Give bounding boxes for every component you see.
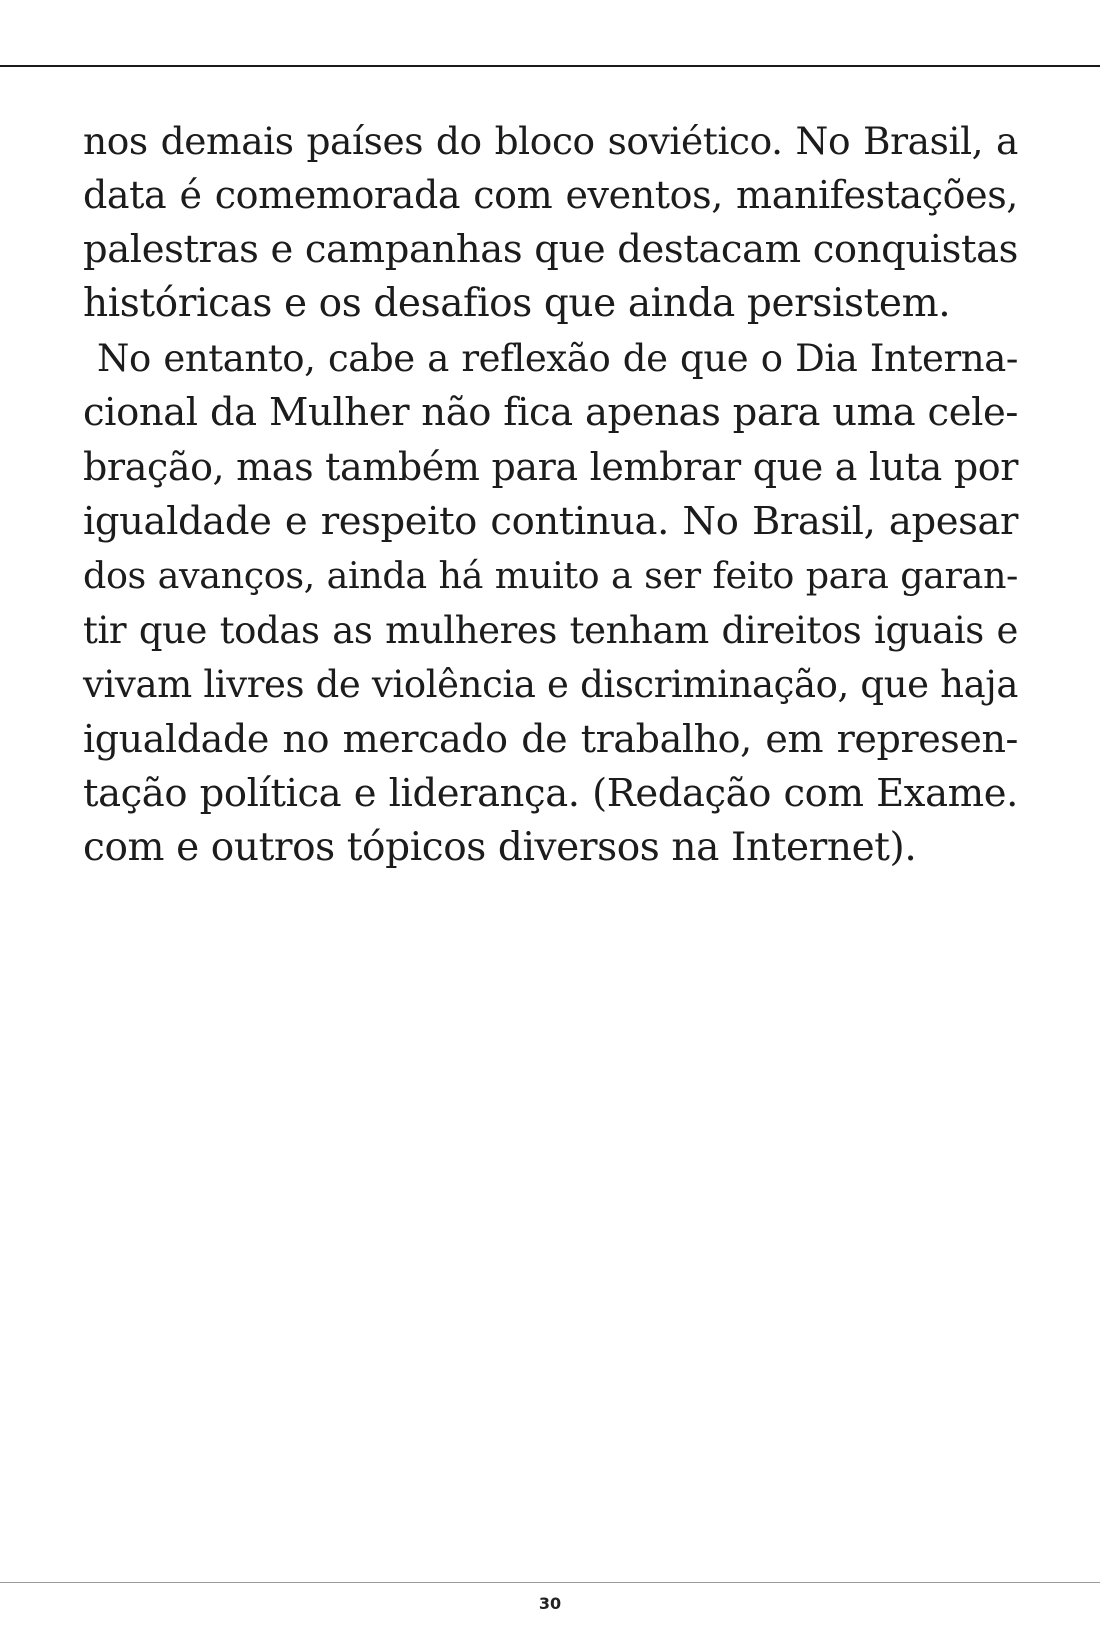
- paragraph-1: [83, 114, 1018, 332]
- paragraph-2: [83, 332, 1018, 876]
- text-line: históricas e os desafios que ainda persistem.: [83, 281, 951, 327]
- footer-rule: [0, 1582, 1100, 1583]
- text-line: com e outros tópicos diversos na Internet).: [83, 825, 917, 871]
- text-line: igualdade no mercado de trabalho, em represen-: [83, 717, 1018, 762]
- text-line: bração, mas também para lembrar que a luta por: [83, 445, 1018, 490]
- text-line: dos avanços, ainda há muito a ser feito para garan-: [83, 554, 1018, 598]
- body-text: [83, 114, 1018, 876]
- text-line: data é comemorada com eventos, manifestações,: [83, 173, 1018, 218]
- header-rule: [0, 65, 1100, 67]
- text-line: No entanto, cabe a reflexão de que o Dia Interna-: [97, 336, 1018, 380]
- text-line: palestras e campanhas que destacam conquistas: [83, 226, 1018, 272]
- page-number: 30: [538, 1594, 562, 1613]
- text-line: cional da Mulher não fica apenas para uma cele-: [83, 390, 1018, 436]
- text-line: nos demais países do bloco soviético. No Brasil, a: [83, 119, 1018, 163]
- text-line: vivam livres de violência e discriminação, que haja: [83, 663, 1018, 707]
- text-line: tir que todas as mulheres tenham direitos iguais e: [83, 608, 1018, 652]
- text-line: igualdade e respeito continua. No Brasil, apesar: [83, 498, 1018, 544]
- text-line: tação política e liderança. (Redação com Exame.: [83, 770, 1018, 816]
